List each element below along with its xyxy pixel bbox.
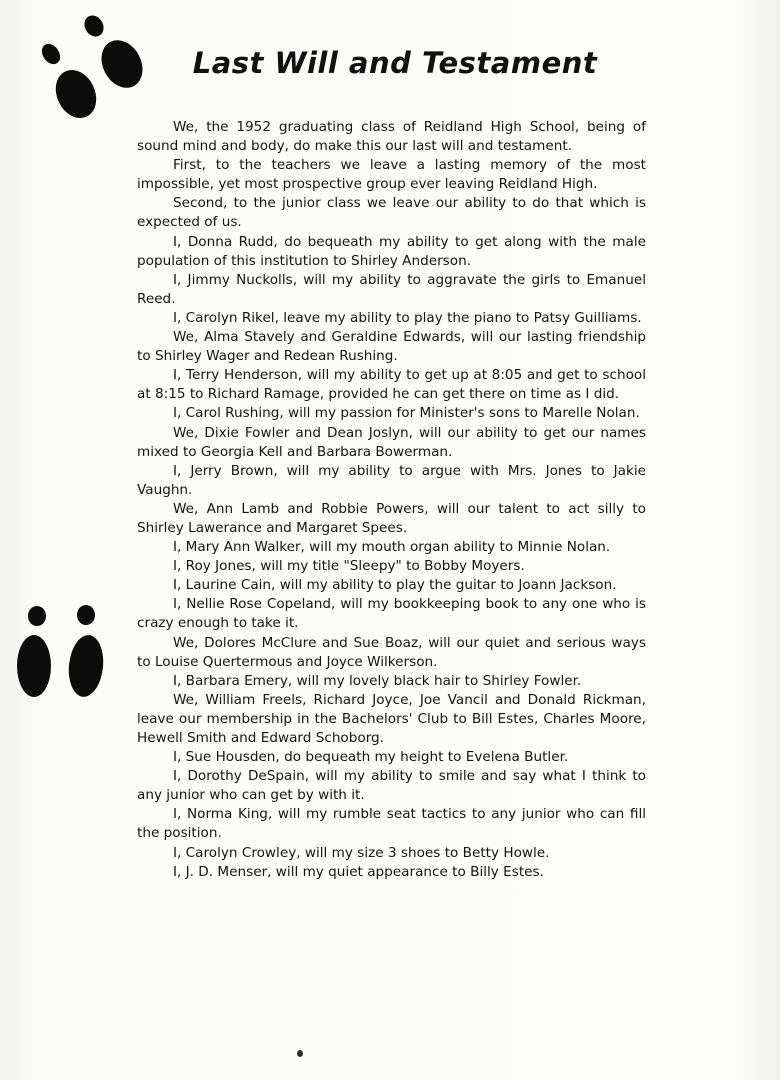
paragraph: I, Laurine Cain, will my ability to play the guitar to Joann Jackson. [173, 577, 617, 594]
paragraph: I, J. D. Menser, will my quiet appearance to Billy Estes. [173, 863, 544, 880]
paragraph: I, Dorothy DeSpain, will my ability to smile and say what I think to any junior who can get by with it. [137, 768, 646, 804]
footprint-icon-mid-left [14, 603, 108, 699]
paragraph: Second, to the junior class we leave our ability to do that which is expected of us. [137, 195, 646, 231]
paragraph: We, Ann Lamb and Robbie Powers, will our talent to act silly to Shirley Lawerance and Margaret Spees. [137, 500, 646, 536]
paragraph: I, Jerry Brown, will my ability to argue with Mrs. Jones to Jakie Vaughn. [137, 462, 646, 498]
paragraph: I, Nellie Rose Copeland, will my bookkeeping book to any one who is crazy enough to take it. [137, 596, 646, 632]
paragraph: First, to the teachers we leave a lasting memory of the most impossible, yet most prospective group ever leaving Reidland High. [137, 157, 646, 193]
paragraph: I, Donna Rudd, do bequeath my ability to get along with the male population of this institution to Shirley Anderson. [137, 233, 646, 269]
paragraph: I, Carol Rushing, will my passion for Minister's sons to Marelle Nolan. [173, 405, 640, 422]
will-body [137, 118, 646, 882]
paragraph: I, Barbara Emery, will my lovely black hair to Shirley Fowler. [173, 672, 582, 689]
paragraph: I, Roy Jones, will my title "Sleepy" to Bobby Moyers. [173, 558, 525, 575]
paragraph: I, Sue Housden, do bequeath my height to Evelena Butler. [173, 749, 569, 766]
paragraph: I, Jimmy Nuckolls, will my ability to aggravate the girls to Emanuel Reed. [137, 271, 646, 307]
paragraph: We, William Freels, Richard Joyce, Joe Vancil and Donald Rickman, leave our membership in the Bachelors' Club to Bill Estes, Charles Moore, Hewell Smith and Edward Schoborg. [137, 691, 646, 746]
paragraph: I, Mary Ann Walker, will my mouth organ ability to Minnie Nolan. [173, 539, 611, 556]
page-title: Last Will and Testament [192, 46, 598, 80]
paragraph: I, Norma King, will my rumble seat tactics to any junior who can fill the position. [137, 806, 646, 842]
paragraph: We, the 1952 graduating class of Reidland High School, being of sound mind and body, do make this our last will and testament. [137, 119, 646, 155]
paragraph: We, Alma Stavely and Geraldine Edwards, will our lasting friendship to Shirley Wager and Redean Rushing. [137, 329, 646, 365]
paragraph: I, Terry Henderson, will my ability to get up at 8:05 and get to school at 8:15 to Richard Ramage, provided he can get there on time as I did. [137, 367, 646, 403]
paragraph: We, Dolores McClure and Sue Boaz, will our quiet and serious ways to Louise Quertermous and Joyce Wilkerson. [137, 634, 646, 670]
paragraph: We, Dixie Fowler and Dean Joslyn, will our ability to get our names mixed to Georgia Kell and Barbara Bowerman. [137, 424, 646, 460]
ink-speck [297, 1050, 303, 1057]
paragraph: I, Carolyn Crowley, will my size 3 shoes to Betty Howle. [173, 844, 550, 861]
paragraph: I, Carolyn Rikel, leave my ability to play the piano to Patsy Guilliams. [173, 309, 642, 326]
